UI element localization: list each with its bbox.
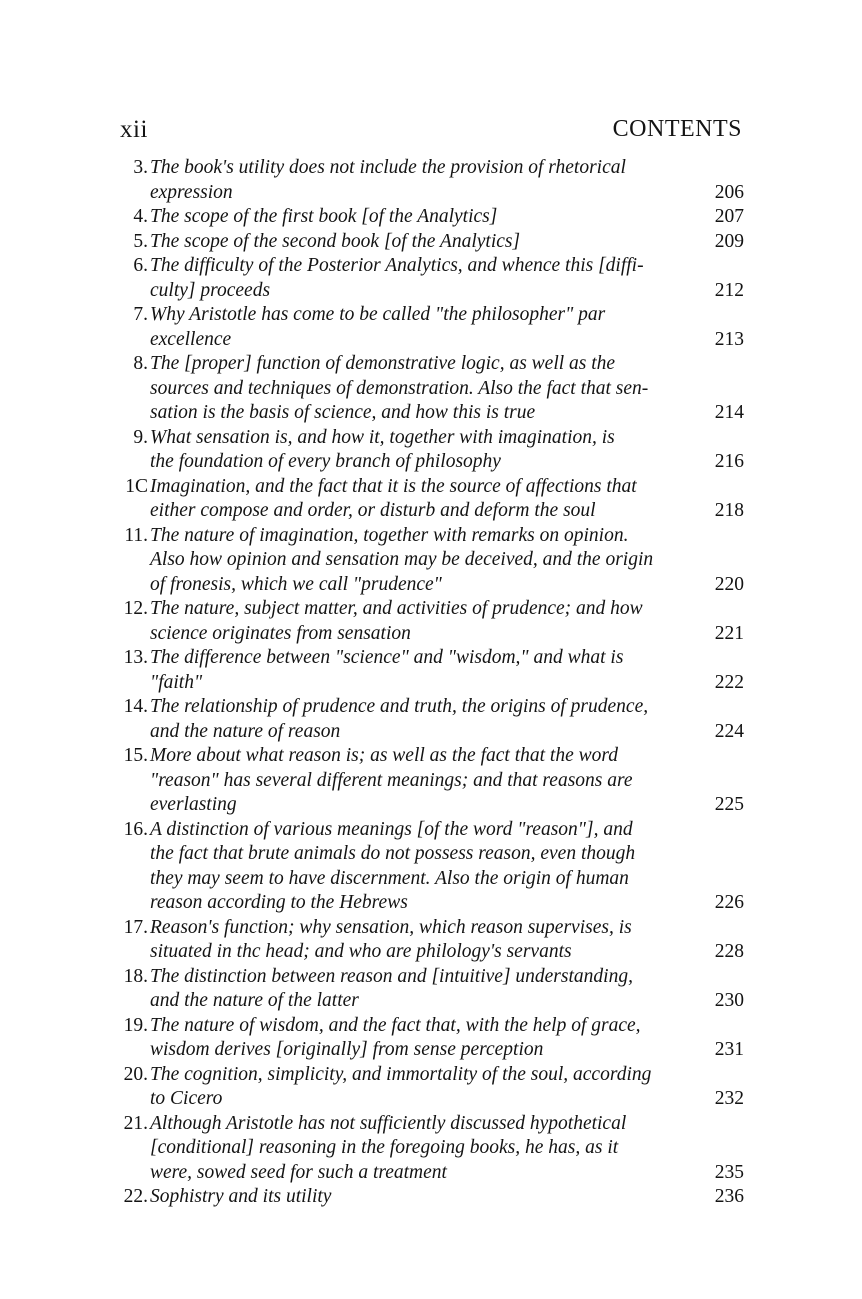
toc-entry (112, 818, 744, 916)
entry-number: 12. (123, 598, 148, 619)
entry-page: 230 (714, 990, 744, 1011)
toc-entry (112, 1063, 744, 1112)
toc-entry (112, 965, 744, 1014)
entry-title: What sensation is, and how it, together with imagination, is the foundation of every branch of philosophy (150, 426, 615, 472)
entry-page: 213 (714, 328, 744, 350)
entry-number: 17. (123, 916, 148, 938)
toc-entry (112, 1014, 744, 1063)
entry-number: 3. (133, 157, 148, 178)
entry-title: The nature of wisdom, and the fact that, with the help of grace, wisdom derives [originally] from sense perception (150, 1014, 641, 1060)
entry-page: 221 (714, 622, 744, 644)
entry-title: The book's utility does not include the provision of rhetorical expression (150, 157, 626, 203)
toc-entry (112, 254, 744, 303)
entry-number: 22. (123, 1186, 148, 1207)
toc-entry (112, 230, 744, 255)
toc-entry (112, 352, 744, 426)
toc-entry (112, 646, 744, 695)
entry-page: 218 (714, 500, 744, 521)
entry-number: 14. (123, 696, 148, 717)
entry-title: Sophistry and its utility (150, 1186, 332, 1207)
entry-page: 225 (714, 794, 744, 815)
entry-number: 8. (133, 353, 148, 374)
toc-entry (112, 597, 744, 646)
entry-number: 6. (133, 255, 148, 276)
entry-page: 220 (714, 573, 744, 595)
entry-title: The nature of imagination, together with remarks on opinion. Also how opinion and sensation may be deceived, and the origin of fronesis, which we call "prudence" (150, 524, 654, 595)
entry-title: Why Aristotle has come to be called "the philosopher" par excellence (150, 304, 606, 350)
entry-title: The nature, subject matter, and activities of prudence; and how science originates from sensation (150, 598, 643, 644)
entry-title: The scope of the second book [of the Analytics] (150, 230, 521, 252)
entry-page: 235 (714, 1161, 744, 1183)
running-head: CONTENTS (612, 116, 742, 142)
entry-number: 7. (133, 304, 148, 325)
entry-page: 236 (714, 1186, 744, 1207)
toc-entry (112, 524, 744, 598)
entry-title: The scope of the first book [of the Analytics] (150, 206, 498, 227)
entry-title: The distinction between reason and [intuitive] understanding, and the nature of the latter (150, 965, 633, 1011)
entry-title: The relationship of prudence and truth, the origins of prudence, and the nature of reason (150, 696, 649, 742)
toc-entry (112, 695, 744, 744)
entry-title: Reason's function; why sensation, which reason supervises, is situated in thc head; and who are philology's servants (150, 916, 632, 962)
toc-entry (112, 916, 744, 965)
entry-number: 9. (133, 426, 148, 448)
toc-entry (112, 156, 744, 205)
entry-number: 1C (125, 475, 148, 497)
entry-number: 21. (123, 1112, 148, 1134)
entry-number: 5. (133, 230, 148, 252)
entry-page: 232 (714, 1088, 744, 1109)
entry-number: 19. (123, 1014, 148, 1036)
entry-number: 11. (124, 524, 148, 546)
entry-page: 226 (714, 892, 744, 913)
entry-page: 222 (714, 671, 744, 693)
entry-number: 15. (123, 745, 148, 766)
toc-entry (112, 303, 744, 352)
entry-number: 18. (123, 965, 148, 987)
entry-page: 216 (714, 451, 744, 472)
entry-number: 13. (123, 647, 148, 668)
toc-entry (112, 1112, 744, 1186)
entry-page: 209 (714, 230, 744, 252)
entry-title: More about what reason is; as well as the fact that the word "reason" has several different meanings; and that reasons are everlasting (150, 745, 633, 815)
entry-page: 224 (714, 720, 744, 742)
page-number: xii (120, 116, 148, 143)
entry-page: 214 (714, 402, 744, 423)
entry-page: 212 (714, 279, 744, 301)
toc-entry (112, 1185, 744, 1210)
entry-page: 228 (714, 941, 744, 962)
toc-entry (112, 205, 744, 230)
entry-page: 206 (714, 181, 744, 203)
entry-title: Imagination, and the fact that it is the source of affections that either compose and order, or disturb and deform the soul (150, 475, 637, 521)
entry-title: Although Aristotle has not sufficiently discussed hypothetical [conditional] reasoning in the foregoing books, he has, as it were, sowed seed for such a treatment (150, 1112, 627, 1183)
table-of-contents (112, 156, 744, 1210)
entry-title: The difficulty of the Posterior Analytics, and whence this [diffi- culty] proceeds (150, 255, 644, 301)
entry-title: A distinction of various meanings [of the word "reason"], and the fact that brute animals do not possess reason, even though they may seem to have discernment. Also the origin of human reason according to the Hebrews (150, 818, 636, 913)
toc-entry (112, 426, 744, 475)
entry-number: 20. (123, 1063, 148, 1085)
page-header (120, 116, 742, 148)
entry-title: The [proper] function of demonstrative logic, as well as the sources and techniques of demonstration. Also the fact that sen- sation is the basis of science, and how this is true (150, 353, 649, 423)
entry-title: The difference between "science" and "wisdom," and what is "faith" (150, 647, 624, 693)
entry-number: 4. (133, 206, 148, 227)
entry-page: 231 (714, 1039, 744, 1060)
toc-entry (112, 475, 744, 524)
entry-title: The cognition, simplicity, and immortality of the soul, according to Cicero (150, 1063, 652, 1109)
entry-page: 207 (714, 206, 744, 227)
toc-entry (112, 744, 744, 818)
entry-number: 16. (123, 818, 148, 840)
